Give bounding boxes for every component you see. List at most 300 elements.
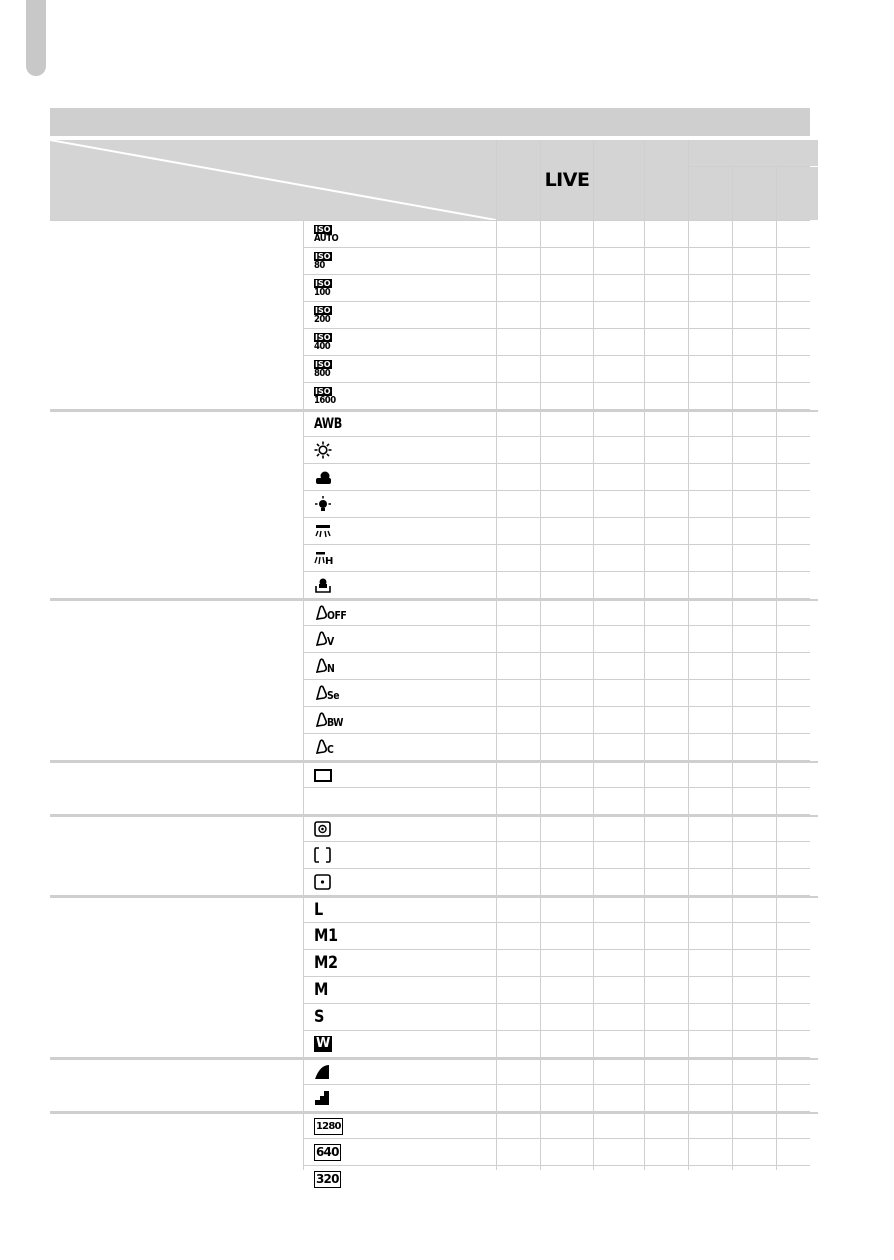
page-edge-tab [26, 0, 46, 76]
setting-icon-cell [304, 680, 496, 706]
availability-cell [689, 572, 732, 598]
availability-cell [594, 518, 644, 544]
availability-cell [541, 302, 593, 328]
iso-100-icon: ISO 100 [314, 278, 331, 298]
availability-cell [497, 437, 540, 463]
setting-icon-cell [304, 302, 496, 328]
availability-cell [733, 329, 776, 355]
availability-cell [594, 1004, 644, 1030]
availability-cell [777, 653, 818, 679]
availability-cell [541, 1085, 593, 1111]
availability-cell [497, 1112, 540, 1138]
availability-cell [541, 950, 593, 976]
setting-icon-cell [304, 626, 496, 652]
setting-icon-cell [304, 329, 496, 355]
movie-320-icon: 320 [316, 1171, 339, 1186]
resolution-m-icon: M [314, 979, 328, 1000]
availability-cell [541, 545, 593, 571]
availability-cell [777, 869, 818, 895]
header-mode-4 [645, 140, 688, 220]
availability-cell [689, 437, 732, 463]
availability-cell [645, 275, 688, 301]
availability-cell [594, 329, 644, 355]
setting-icon-cell [304, 1031, 496, 1057]
availability-cell [777, 1085, 818, 1111]
availability-cell [733, 1166, 776, 1192]
availability-cell [777, 680, 818, 706]
availability-cell [497, 383, 540, 409]
availability-cell [733, 734, 776, 760]
setting-icon-cell [304, 221, 496, 247]
availability-cell [497, 572, 540, 598]
availability-cell [645, 1085, 688, 1111]
cloud-glyph [314, 469, 332, 485]
availability-cell [594, 356, 644, 382]
availability-cell [689, 1139, 732, 1165]
availability-cell [645, 788, 688, 814]
availability-cell [733, 1058, 776, 1084]
availability-cell [541, 788, 593, 814]
setting-icon-cell [304, 977, 496, 1003]
availability-cell [777, 518, 818, 544]
availability-cell [733, 248, 776, 274]
availability-cell [777, 788, 818, 814]
availability-cell [645, 1004, 688, 1030]
evaluative-metering-icon [314, 821, 331, 837]
custom-wb-icon [314, 577, 332, 593]
availability-cell [733, 383, 776, 409]
setting-icon-cell [304, 1004, 496, 1030]
availability-cell [594, 491, 644, 517]
availability-cell [733, 1139, 776, 1165]
availability-cell [733, 923, 776, 949]
availability-cell [594, 1058, 644, 1084]
availability-cell [541, 248, 593, 274]
availability-cell [594, 1085, 644, 1111]
availability-cell [497, 626, 540, 652]
availability-cell [777, 545, 818, 571]
availability-cell [777, 1031, 818, 1057]
availability-cell [689, 950, 732, 976]
aspect-ratio-icon [314, 769, 332, 782]
availability-cell [594, 437, 644, 463]
availability-cell [594, 275, 644, 301]
group-label-wb [50, 410, 303, 598]
setting-icon-cell [304, 572, 496, 598]
availability-cell [777, 842, 818, 868]
availability-cell [497, 1139, 540, 1165]
fluorescent-icon [314, 523, 332, 539]
bulb-glyph [314, 496, 332, 512]
availability-cell [594, 1112, 644, 1138]
fluorescent-glyph [314, 523, 332, 539]
center-weighted-metering-icon [314, 847, 331, 863]
daylight-icon [314, 441, 332, 459]
setting-icon-cell [304, 1112, 496, 1138]
availability-cell [594, 572, 644, 598]
availability-cell [541, 896, 593, 922]
availability-cell [645, 518, 688, 544]
availability-cell [777, 1139, 818, 1165]
availability-cell [541, 1139, 593, 1165]
availability-cell [733, 626, 776, 652]
setting-icon-cell [304, 1085, 496, 1111]
availability-cell [777, 329, 818, 355]
availability-cell [541, 1004, 593, 1030]
availability-cell [733, 950, 776, 976]
availability-cell [645, 626, 688, 652]
table-title-banner [50, 108, 810, 136]
header-live-mode [541, 140, 593, 220]
my-colors-vivid-icon: V [314, 631, 335, 647]
availability-cell [497, 1085, 540, 1111]
fluorescent-h-icon [314, 550, 334, 566]
availability-cell [777, 1004, 818, 1030]
availability-cell [594, 977, 644, 1003]
availability-cell [594, 302, 644, 328]
group-label-resolution [50, 896, 303, 1057]
availability-cell [497, 1058, 540, 1084]
setting-icon-cell [304, 707, 496, 733]
sun-glyph [314, 441, 332, 459]
availability-cell [594, 1139, 644, 1165]
setting-icon-cell [304, 653, 496, 679]
availability-cell [733, 464, 776, 490]
setting-icon-cell [304, 869, 496, 895]
availability-cell [645, 869, 688, 895]
availability-cell [777, 491, 818, 517]
availability-cell [689, 707, 732, 733]
availability-cell [497, 329, 540, 355]
availability-cell [733, 788, 776, 814]
availability-cell [689, 464, 732, 490]
availability-cell [689, 626, 732, 652]
availability-cell [689, 815, 732, 841]
availability-cell [777, 1166, 818, 1192]
availability-cell [497, 923, 540, 949]
iso-400-icon: ISO 400 [314, 332, 331, 352]
availability-cell [689, 221, 732, 247]
availability-cell [645, 977, 688, 1003]
pencil-glyph [314, 631, 327, 647]
header-diagonal-cell [50, 140, 496, 220]
availability-cell [645, 1031, 688, 1057]
availability-cell [497, 464, 540, 490]
availability-cell [733, 491, 776, 517]
availability-cell [777, 248, 818, 274]
fine-icon [314, 1090, 330, 1106]
availability-cell [497, 842, 540, 868]
group-label-compression [50, 1058, 303, 1111]
availability-cell [777, 275, 818, 301]
compression-glyph [314, 1090, 330, 1106]
header-sub-mode-2 [733, 167, 776, 220]
availability-cell [645, 572, 688, 598]
availability-cell [645, 302, 688, 328]
availability-cell [541, 599, 593, 625]
availability-cell [645, 356, 688, 382]
setting-icon-cell [304, 383, 496, 409]
availability-cell [733, 437, 776, 463]
availability-cell [645, 1139, 688, 1165]
availability-cell [777, 707, 818, 733]
availability-cell [645, 248, 688, 274]
availability-cell [594, 680, 644, 706]
setting-icon-cell [304, 599, 496, 625]
availability-cell [733, 842, 776, 868]
header-mode-3 [594, 140, 644, 220]
availability-cell [777, 977, 818, 1003]
availability-cell [541, 626, 593, 652]
availability-cell [777, 896, 818, 922]
availability-cell [541, 275, 593, 301]
availability-cell [541, 1112, 593, 1138]
availability-cell [645, 842, 688, 868]
availability-cell [777, 572, 818, 598]
availability-cell [689, 1031, 732, 1057]
setting-icon-cell [304, 1166, 496, 1192]
availability-cell [541, 221, 593, 247]
live-label: LIVE [544, 169, 590, 191]
header-sub-mode-1 [689, 167, 732, 220]
availability-cell [733, 545, 776, 571]
availability-cell [594, 545, 644, 571]
pencil-glyph [314, 712, 327, 728]
availability-cell [541, 842, 593, 868]
availability-cell [594, 383, 644, 409]
my-colors-sepia-icon: Se [314, 685, 341, 701]
availability-cell [645, 221, 688, 247]
availability-cell [733, 707, 776, 733]
setting-icon-cell [304, 356, 496, 382]
availability-cell [497, 869, 540, 895]
availability-cell [594, 1031, 644, 1057]
availability-cell [645, 707, 688, 733]
setting-icon-cell [304, 788, 496, 814]
availability-cell [689, 383, 732, 409]
availability-cell [689, 680, 732, 706]
availability-cell [497, 788, 540, 814]
custom-wb-glyph [314, 577, 332, 593]
svg-text:H: H [325, 556, 334, 566]
availability-cell [777, 410, 818, 436]
availability-cell [594, 923, 644, 949]
pencil-glyph [314, 605, 327, 621]
fluorescent-h-glyph [314, 550, 334, 566]
availability-cell [594, 896, 644, 922]
availability-cell [594, 1166, 644, 1192]
setting-icon-cell [304, 923, 496, 949]
setting-icon-cell [304, 950, 496, 976]
setting-icon-cell [304, 410, 496, 436]
availability-cell [594, 815, 644, 841]
availability-cell [541, 491, 593, 517]
availability-cell [733, 896, 776, 922]
availability-cell [594, 653, 644, 679]
availability-cell [541, 923, 593, 949]
availability-cell [541, 734, 593, 760]
availability-cell [497, 950, 540, 976]
availability-cell [497, 680, 540, 706]
availability-cell [733, 275, 776, 301]
availability-cell [689, 923, 732, 949]
availability-cell [777, 356, 818, 382]
availability-cell [689, 518, 732, 544]
availability-cell [645, 383, 688, 409]
availability-cell [541, 329, 593, 355]
availability-cell [541, 464, 593, 490]
availability-cell [645, 923, 688, 949]
resolution-m1-icon: M1 [314, 925, 338, 946]
availability-cell [777, 734, 818, 760]
availability-cell [497, 221, 540, 247]
resolution-m2-icon: M2 [314, 952, 338, 973]
availability-cell [541, 518, 593, 544]
availability-cell [497, 1004, 540, 1030]
iso-200-icon: ISO 200 [314, 305, 331, 325]
availability-cell [497, 599, 540, 625]
pencil-glyph [314, 685, 327, 701]
my-colors-custom-icon: C [314, 739, 334, 755]
availability-cell [733, 815, 776, 841]
superfine-icon [314, 1064, 330, 1080]
availability-cell [497, 707, 540, 733]
availability-cell [645, 410, 688, 436]
availability-cell [594, 599, 644, 625]
setting-icon-cell [304, 491, 496, 517]
availability-cell [689, 761, 732, 787]
movie-640-icon: 640 [316, 1144, 339, 1159]
group-label-aspect [50, 761, 303, 814]
availability-cell [541, 1166, 593, 1192]
availability-cell [497, 653, 540, 679]
availability-cell [689, 275, 732, 301]
availability-cell [594, 626, 644, 652]
availability-cell [777, 464, 818, 490]
availability-cell [645, 896, 688, 922]
setting-icon-cell [304, 815, 496, 841]
header-group [689, 140, 818, 166]
availability-cell [733, 221, 776, 247]
availability-cell [541, 383, 593, 409]
availability-cell [689, 545, 732, 571]
setting-icon-cell [304, 1139, 496, 1165]
availability-cell [733, 1031, 776, 1057]
availability-cell [777, 815, 818, 841]
availability-cell [733, 1085, 776, 1111]
spot-metering-icon [314, 874, 331, 890]
availability-cell [594, 761, 644, 787]
availability-cell [645, 329, 688, 355]
availability-cell [497, 896, 540, 922]
setting-icon-cell [304, 518, 496, 544]
function-availability-table [50, 140, 810, 1186]
availability-cell [689, 842, 732, 868]
resolution-l-icon: L [314, 899, 323, 920]
availability-cell [733, 518, 776, 544]
setting-icon-cell [304, 734, 496, 760]
setting-icon-cell [304, 275, 496, 301]
availability-cell [541, 356, 593, 382]
setting-icon-cell [304, 248, 496, 274]
availability-cell [497, 410, 540, 436]
availability-cell [541, 1058, 593, 1084]
iso-800-icon: ISO 800 [314, 359, 331, 379]
resolution-w-icon: W [316, 1036, 331, 1051]
availability-cell [594, 869, 644, 895]
availability-cell [541, 869, 593, 895]
availability-cell [594, 842, 644, 868]
availability-cell [733, 572, 776, 598]
group-label-mycolors [50, 599, 303, 760]
availability-cell [541, 437, 593, 463]
availability-cell [689, 788, 732, 814]
availability-cell [777, 383, 818, 409]
availability-cell [645, 437, 688, 463]
availability-cell [645, 1112, 688, 1138]
availability-cell [733, 410, 776, 436]
availability-cell [645, 761, 688, 787]
setting-icon-cell [304, 761, 496, 787]
availability-cell [541, 1031, 593, 1057]
availability-cell [541, 815, 593, 841]
compression-glyph [314, 1064, 330, 1080]
availability-cell [497, 356, 540, 382]
setting-icon-cell [304, 896, 496, 922]
availability-cell [777, 761, 818, 787]
availability-cell [497, 545, 540, 571]
pencil-glyph [314, 658, 327, 674]
iso-auto-icon: ISO AUTO [314, 224, 339, 244]
availability-cell [777, 599, 818, 625]
availability-cell [645, 734, 688, 760]
availability-cell [777, 1058, 818, 1084]
availability-cell [645, 464, 688, 490]
availability-cell [777, 923, 818, 949]
movie-1280-icon: 1280 [314, 1118, 343, 1135]
availability-cell [645, 545, 688, 571]
availability-cell [777, 1112, 818, 1138]
availability-cell [645, 1166, 688, 1192]
metering-glyph [314, 874, 331, 890]
cloudy-icon [314, 469, 332, 485]
availability-cell [689, 977, 732, 1003]
availability-cell [497, 302, 540, 328]
my-colors-off-icon: OFF [314, 605, 350, 621]
setting-icon-cell [304, 1058, 496, 1084]
availability-cell [689, 1112, 732, 1138]
iso-80-icon: ISO 80 [314, 251, 331, 271]
availability-cell [689, 1085, 732, 1111]
availability-cell [733, 599, 776, 625]
availability-cell [594, 464, 644, 490]
availability-cell [689, 329, 732, 355]
availability-cell [733, 653, 776, 679]
availability-cell [689, 491, 732, 517]
availability-cell [733, 302, 776, 328]
availability-cell [497, 734, 540, 760]
availability-cell [497, 761, 540, 787]
awb-icon: AWB [314, 416, 342, 432]
availability-cell [777, 221, 818, 247]
availability-cell [689, 653, 732, 679]
setting-icon-cell [304, 437, 496, 463]
availability-cell [594, 248, 644, 274]
availability-cell [733, 1112, 776, 1138]
availability-cell [689, 1166, 732, 1192]
iso-1600-icon: ISO 1600 [314, 386, 336, 406]
setting-icon-cell [304, 545, 496, 571]
